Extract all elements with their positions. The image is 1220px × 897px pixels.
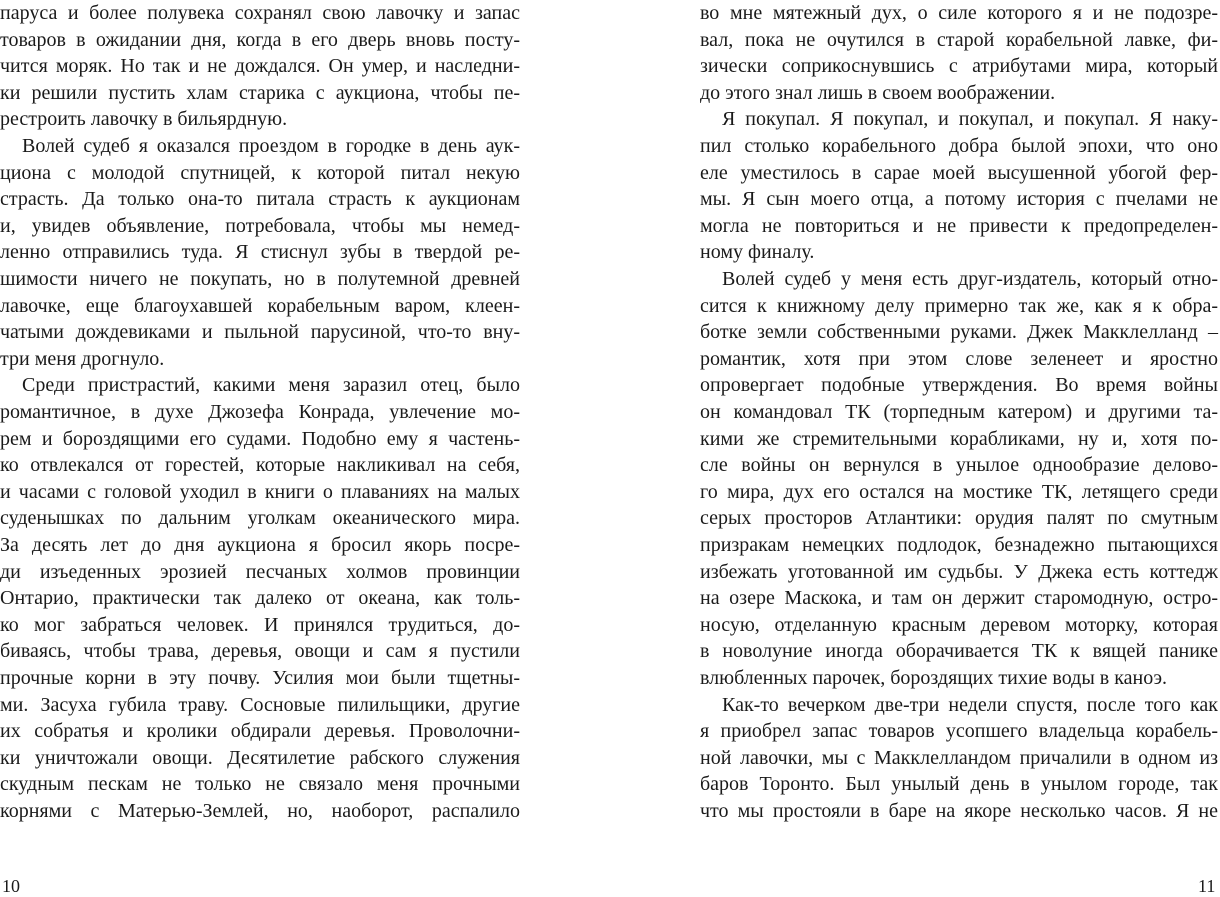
- text-line: и часами с головой уходил в книги о плаваниях на малых: [0, 480, 520, 503]
- text-line: товаров в ожидании дня, когда в его дверь вновь посту-: [0, 28, 520, 51]
- text-line: ми. Засуха губила траву. Сосновые пилильщики, другие: [0, 693, 520, 716]
- text-line: баров Торонто. Был унылый день в унылом городе, так: [700, 773, 1218, 796]
- text-line: суденышках по дальним уголкам океанического мира.: [0, 507, 520, 530]
- text-line: ко мог забраться человек. И принялся трудиться, до-: [0, 613, 520, 636]
- text-line: кими же стремительными корабликами, ну и, хотя по-: [700, 427, 1218, 450]
- text-line: ко отвлекался от горестей, которые накликивал на себя,: [0, 454, 520, 477]
- text-line: ки уничтожали овощи. Десятилетие рабского служения: [0, 746, 520, 769]
- text-line: романтичное, в духе Джозефа Конрада, увлечение мо-: [0, 401, 520, 423]
- text-line: скудным пескам не только не связало меня прочными: [0, 773, 520, 796]
- text-line: сится к книжному делу примерно так же, как я к обра-: [700, 294, 1218, 317]
- text-line: чатыми дождевиками и пыльной парусиной, что-то вну-: [0, 321, 520, 344]
- text-line: страсть. Да только она-то питала страсть к аукционам: [0, 188, 520, 211]
- text-line: влюбленных парочек, бороздящих тихие воды в каноэ.: [700, 667, 1168, 689]
- text-line: корнями с Матерью-Землей, но, наоборот, распалило: [0, 800, 520, 822]
- page-number-right: 11: [1198, 876, 1216, 896]
- text-line: он командовал ТК (торпедным катером) и другими та-: [700, 401, 1218, 423]
- text-line: до этого знал лишь в своем воображении.: [700, 81, 1056, 104]
- text-line: что мы простояли в баре на якоре несколько часов. Я не: [700, 800, 1218, 822]
- text-line: еле уместилось в сарае моей высушенной убогой фер-: [700, 161, 1218, 184]
- text-line: пил столько корабельного добра былой эпохи, что оно: [700, 135, 1218, 157]
- text-line: ботке земли собственными руками. Джек Макклелланд –: [700, 321, 1218, 344]
- text-line: в новолуние иногда оборачивается ТК к вящей панике: [700, 640, 1218, 663]
- page-number-left: 10: [2, 876, 20, 896]
- text-line: Онтарио, практически так далеко от океана, как толь-: [0, 587, 520, 610]
- text-line: я приобрел запас товаров усопшего владельца корабель-: [700, 720, 1218, 743]
- text-line: зически соприкоснувшись с атрибутами мира, который: [700, 55, 1218, 78]
- text-line: ной лавочки, мы с Макклелландом причалили в одном из: [700, 746, 1218, 769]
- text-line: За десять лет до дня аукциона я бросил якорь посре-: [0, 534, 520, 556]
- text-line: чится моряк. Но так и не дождался. Он умер, и наследни-: [0, 55, 520, 78]
- paragraph-first-line: Среди пристрастий, какими меня заразил отец, было: [22, 374, 520, 397]
- text-line: избежать уготованной им судьбы. У Джека есть коттедж: [700, 560, 1218, 583]
- text-line: три меня дрогнуло.: [0, 347, 165, 370]
- text-line: го мира, дух его остался на мостике ТК, летящего среди: [700, 480, 1218, 503]
- text-line: ленно отправились туда. Я стиснул зубы в твердой ре-: [0, 241, 520, 264]
- text-line: могла не повториться и не привести к предопределен-: [700, 214, 1218, 237]
- paragraph-first-line: Волей судеб у меня есть друг-издатель, который отно-: [722, 268, 1218, 290]
- text-line: биваясь, чтобы трава, деревья, овощи и сам я пустили: [0, 640, 520, 663]
- paragraph-first-line: Волей судеб я оказался проездом в городке в день аук-: [22, 135, 520, 157]
- text-line: шимости ничего не покупать, но в полутемной древней: [0, 268, 520, 290]
- text-line: сле войны он вернулся в унылое однообразие делово-: [700, 454, 1218, 477]
- text-line: мы. Я сын моего отца, а потому история с пчелами не: [700, 188, 1218, 211]
- paragraph-first-line: Как-то вечерком две-три недели спустя, после того как: [722, 693, 1218, 716]
- text-line: ди изъеденных эрозией песчаных холмов провинции: [0, 560, 520, 583]
- text-line: на озере Маскока, и там он держит старомодную, остро-: [700, 587, 1218, 610]
- text-line: их собратья и кролики обдирали деревья. Проволочни-: [0, 720, 520, 743]
- text-line: серых просторов Атлантики: орудия палят по смутным: [700, 507, 1218, 530]
- text-line: рестроить лавочку в бильярдную.: [0, 108, 288, 131]
- text-line: прочные корни в эту почву. Усилия мои были тщетны-: [0, 667, 520, 689]
- text-line: опровергает подобные утверждения. Во время войны: [700, 374, 1218, 397]
- text-line: романтик, хотя при этом слове зеленеет и яростно: [700, 347, 1218, 370]
- text-line: ки решили пустить хлам старика с аукциона, чтобы пе-: [0, 81, 520, 104]
- text-line: и, увидев объявление, потребовала, чтобы мы немед-: [0, 214, 520, 237]
- text-line: вал, пока не очутился в старой корабельной лавке, фи-: [700, 28, 1218, 51]
- text-line: носую, отделанную красным деревом моторку, которая: [700, 613, 1218, 636]
- paragraph-first-line: Я покупал. Я покупал, и покупал, и покупал. Я наку-: [722, 108, 1218, 131]
- text-line: призракам немецких подлодок, безнадежно пытающихся: [700, 534, 1218, 556]
- text-line: циона с молодой спутницей, к которой питал некую: [0, 161, 520, 184]
- text-line: паруса и более полувека сохранял свою лавочку и запас: [0, 2, 520, 24]
- text-line: ному финалу.: [700, 241, 815, 264]
- text-line: рем и бороздящими его судами. Подобно ему я частень-: [0, 427, 520, 450]
- text-line: во мне мятежный дух, о силе которого я и не подозре-: [700, 2, 1218, 24]
- text-line: лавочке, еще благоухавшей корабельным варом, клеен-: [0, 294, 520, 317]
